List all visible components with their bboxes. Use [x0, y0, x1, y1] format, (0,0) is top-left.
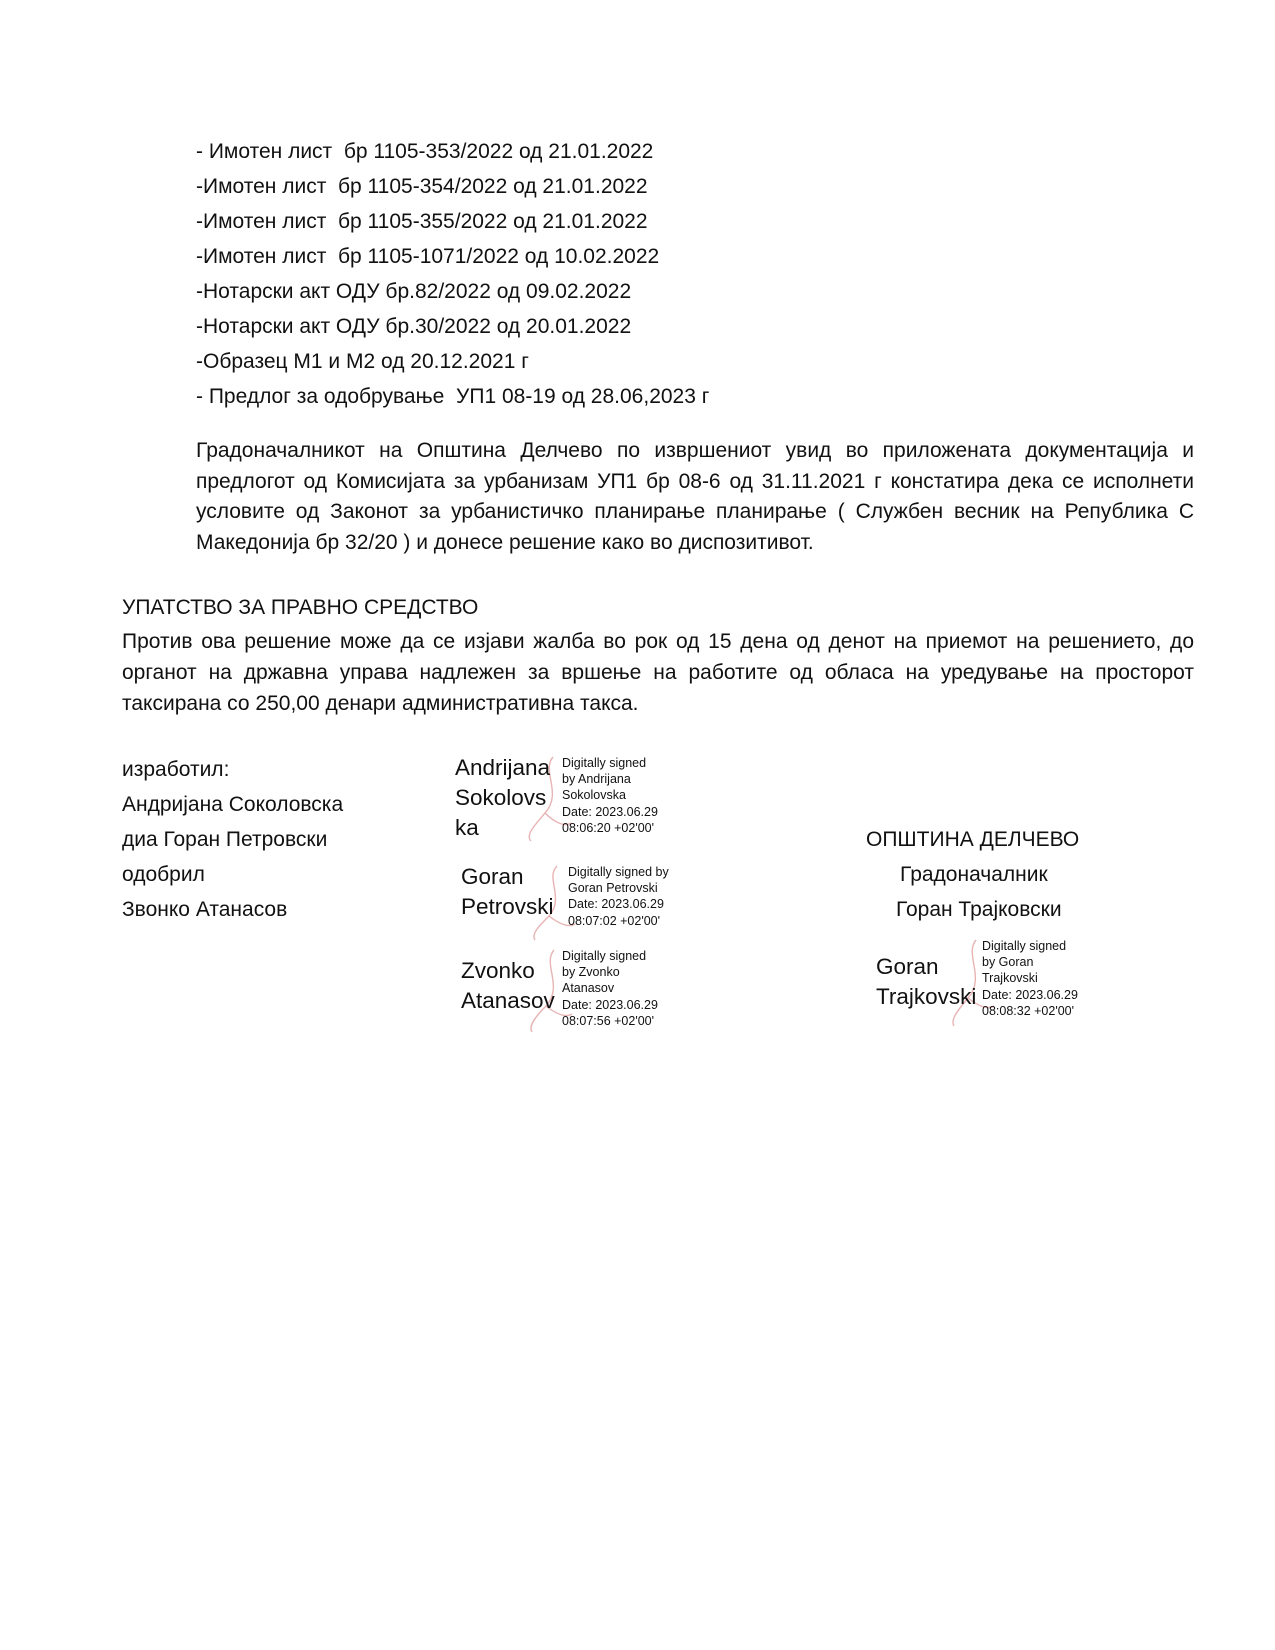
signature-name: Goran Trajkovski	[876, 954, 977, 1009]
list-item: - Имотен лист бр 1105-353/2022 од 21.01.2022	[196, 140, 654, 163]
signature-name: Zvonko Atanasov	[461, 958, 555, 1013]
signature-info: Digitally signed by Goran Trajkovski Date: 2023.06.29 08:08:32 +02'00'	[982, 939, 1078, 1018]
digital-signature-atanasov	[461, 946, 691, 1036]
municipality-block	[866, 822, 1096, 927]
digital-signature-petrovski	[461, 862, 691, 942]
prepared-by-name: диа Горан Петровски	[122, 828, 328, 851]
list-item: -Имотен лист бр 1105-1071/2022 од 10.02.2022	[196, 245, 660, 268]
approved-by-name: Звонко Атанасов	[122, 898, 288, 921]
list-item: -Нотарски акт ОДУ бр.30/2022 од 20.01.2022	[196, 315, 632, 338]
signature-info: Digitally signed by Andrijana Sokolovska Date: 2023.06.29 08:06:20 +02'00'	[562, 756, 658, 835]
finding-paragraph: Градоначалникот на Општина Делчево по извршениот увид во приложената документација и предлогот од Комисијата за урбанизам УП1 бр 08-6 од 31.11.2021 г констатира дека се исполнети условите од Законот за урбанистичко планирање планирање ( Службен весник на Република С Македонија бр 32/20 ) и донесе решение како во диспозитивот.	[196, 439, 1194, 554]
signature-name: Andrijana Sokolovs ka	[455, 755, 551, 840]
legal-remedy-text: Против ова решение може да се изјави жалба во рок од 15 дена од денот на приемот на решението, до органот на државна управа надлежен за вршење на работите од обласа на уредување на просторот таксирана со 250,00 денари административна такса.	[122, 630, 1194, 715]
digital-signature-sokolovska	[455, 753, 685, 849]
list-item: -Нотарски акт ОДУ бр.82/2022 од 09.02.2022	[196, 280, 632, 303]
approved-by-label: одобрил	[122, 863, 205, 886]
signature-info: Digitally signed by Goran Petrovski Date: 2023.06.29 08:07:02 +02'00'	[568, 865, 669, 928]
digital-signature-trajkovski	[876, 936, 1106, 1031]
list-item: -Имотен лист бр 1105-355/2022 од 21.01.2022	[196, 210, 648, 233]
signature-info: Digitally signed by Zvonko Atanasov Date: 2023.06.29 08:07:56 +02'00'	[562, 949, 658, 1028]
prepared-by-name: Андријана Соколовска	[122, 793, 344, 816]
list-item: -Образец М1 и М2 од 20.12.2021 г	[196, 350, 529, 373]
attachments-list	[196, 134, 916, 414]
municipality-name: ОПШТИНА ДЕЛЧЕВО	[866, 828, 1080, 851]
list-item: -Имотен лист бр 1105-354/2022 од 21.01.2022	[196, 175, 648, 198]
legal-remedy-heading: УПАТСТВО ЗА ПРАВНО СРЕДСТВО	[122, 596, 479, 619]
mayor-name: Горан Трајковски	[896, 898, 1062, 921]
list-item: - Предлог за одобрување УП1 08-19 од 28.06,2023 г	[196, 385, 710, 408]
prepared-by-block	[122, 752, 422, 927]
signature-name: Goran Petrovski	[461, 864, 554, 919]
mayor-title: Градоначалник	[900, 863, 1048, 886]
prepared-by-label: изработил:	[122, 758, 230, 781]
